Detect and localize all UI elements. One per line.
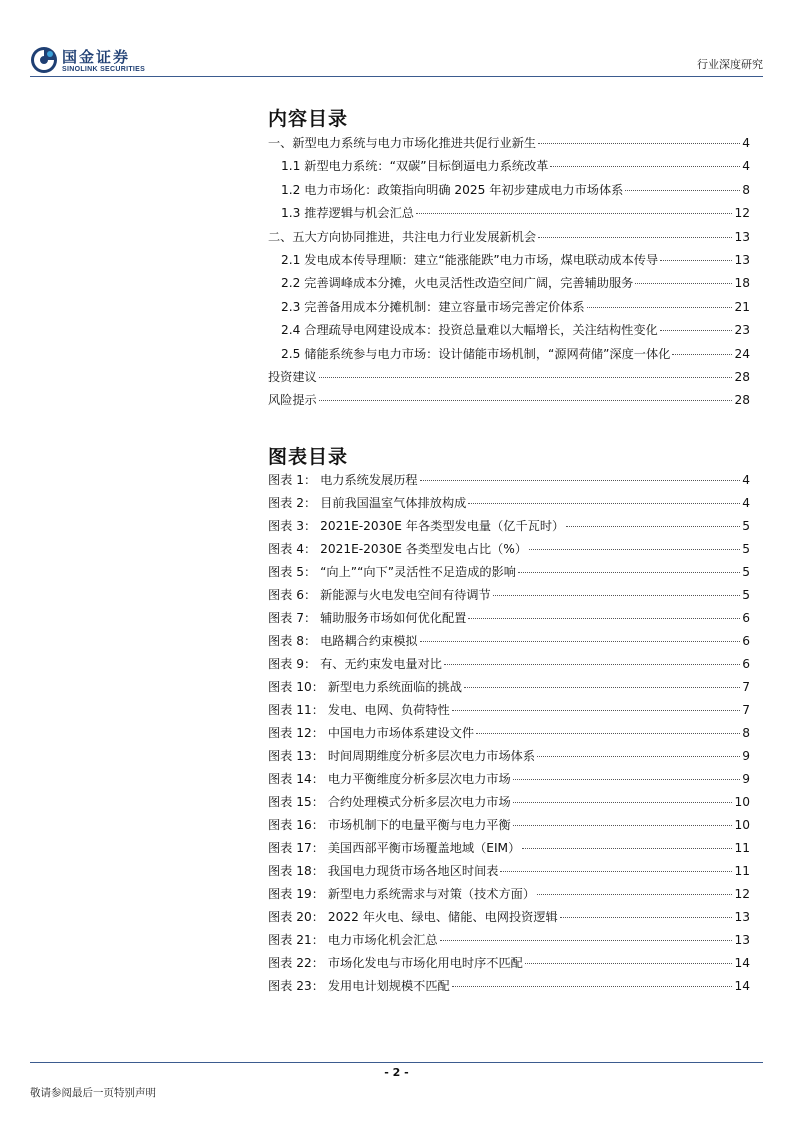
toc-entry-title: 2.1 发电成本传导理顺：建立“能涨能跌”电力市场，煤电联动成本传导	[281, 252, 659, 267]
toc-entry-page: 18	[734, 276, 750, 291]
figure-entry-title: 图表 19： 新型电力系统需求与对策（技术方面）	[268, 887, 536, 901]
dot-leader	[522, 848, 732, 849]
figure-entry-title: 图表 9： 有、无约束发电量对比	[268, 657, 442, 671]
dot-leader	[440, 940, 733, 941]
toc-entry[interactable]	[268, 181, 750, 204]
figure-entry-page: 4	[742, 473, 750, 487]
figure-entry[interactable]	[268, 701, 750, 724]
figure-entry[interactable]	[268, 885, 750, 908]
toc-entry-page: 4	[742, 159, 750, 174]
figure-entry-title: 图表 11： 发电、电网、负荷特性	[268, 703, 450, 717]
table-of-contents	[268, 134, 750, 415]
figure-entry[interactable]	[268, 494, 750, 517]
list-of-figures	[268, 471, 750, 1000]
dot-leader	[560, 917, 733, 918]
toc-entry-title: 二、五大方向协同推进，共注电力行业发展新机会	[268, 229, 537, 244]
figure-entry[interactable]	[268, 839, 750, 862]
toc-entry-page: 13	[734, 229, 750, 244]
figure-entry-title: 图表 5： “向上”“向下”灵活性不足造成的影响	[268, 565, 516, 579]
figure-entry-page: 12	[734, 887, 750, 901]
figure-entry-page: 5	[742, 588, 750, 602]
figure-entry-title: 图表 15： 合约处理模式分析多层次电力市场	[268, 795, 511, 809]
sinolink-logo-icon	[30, 46, 58, 74]
figure-entry-title: 图表 22： 市场化发电与市场化用电时序不匹配	[268, 956, 523, 970]
toc-entry[interactable]	[268, 368, 750, 391]
figure-entry-title: 图表 4： 2021E-2030E 各类型发电占比（%）	[268, 542, 528, 556]
figures-title: 图表目录	[268, 446, 349, 468]
dot-leader	[635, 283, 732, 284]
logo-english-name: SINOLINK SECURITIES	[62, 66, 146, 73]
figure-entry-page: 10	[734, 795, 750, 809]
dot-leader	[672, 354, 732, 355]
figure-entry-page: 14	[734, 956, 750, 970]
header-divider	[30, 76, 763, 77]
figure-entry-page: 14	[734, 979, 750, 993]
figure-entry-title: 图表 1： 电力系统发展历程	[268, 473, 418, 487]
figure-entry-title: 图表 16： 市场机制下的电量平衡与电力平衡	[268, 818, 511, 832]
figure-entry[interactable]	[268, 586, 750, 609]
toc-entry-title: 2.3 完善备用成本分摊机制：建立容量市场完善定价体系	[281, 299, 585, 314]
dot-leader	[319, 377, 733, 378]
dot-leader	[513, 802, 733, 803]
toc-entry-title: 一、新型电力系统与电力市场化推进共促行业新生	[268, 136, 537, 150]
dot-leader	[500, 871, 732, 872]
dot-leader	[525, 963, 733, 964]
toc-entry[interactable]	[268, 134, 750, 157]
toc-entry[interactable]	[268, 157, 750, 180]
figure-entry-title: 图表 23： 发用电计划规模不匹配	[268, 979, 450, 993]
figure-entry-page: 7	[742, 703, 750, 717]
toc-entry-title: 2.5 储能系统参与电力市场：设计储能市场机制，“源网荷储”深度一体化	[281, 346, 671, 361]
page-header	[30, 40, 763, 76]
figure-entry[interactable]	[268, 931, 750, 954]
figure-entry-title: 图表 20： 2022 年火电、绿电、储能、电网投资逻辑	[268, 910, 558, 924]
dot-leader	[319, 400, 733, 401]
toc-entry-page: 28	[734, 369, 750, 384]
company-logo	[30, 46, 230, 76]
footer-divider	[30, 1062, 763, 1063]
figure-entry-title: 图表 3： 2021E-2030E 年各类型发电量（亿千瓦时）	[268, 519, 565, 533]
disclaimer-text: 敬请参阅最后一页特别声明	[30, 1087, 156, 1099]
dot-leader	[468, 618, 740, 619]
dot-leader	[513, 779, 741, 780]
dot-leader	[452, 986, 733, 987]
toc-entry[interactable]	[268, 204, 750, 227]
toc-entry[interactable]	[268, 321, 750, 344]
dot-leader	[476, 733, 740, 734]
dot-leader	[537, 894, 732, 895]
figure-entry-page: 11	[734, 841, 750, 855]
figure-entry-page: 5	[742, 542, 750, 556]
page-number: - 2 -	[384, 1066, 409, 1079]
toc-entry[interactable]	[268, 251, 750, 274]
toc-entry-page: 13	[734, 252, 750, 267]
figure-entry-title: 图表 13： 时间周期维度分析多层次电力市场体系	[268, 749, 536, 763]
dot-leader	[468, 503, 740, 504]
toc-entry-title: 投资建议	[268, 369, 317, 384]
figure-entry-title: 图表 14： 电力平衡维度分析多层次电力市场	[268, 772, 511, 786]
toc-entry-title: 1.3 推荐逻辑与机会汇总	[281, 206, 414, 221]
toc-entry-title: 1.1 新型电力系统：“双碳”目标倒逼电力系统改革	[281, 159, 549, 174]
figure-entry-page: 6	[742, 634, 750, 648]
figure-entry-page: 8	[742, 726, 750, 740]
figure-entry[interactable]	[268, 747, 750, 770]
dot-leader	[513, 825, 733, 826]
dot-leader	[416, 213, 733, 214]
figure-entry-page: 5	[742, 519, 750, 533]
dot-leader	[538, 237, 732, 238]
figure-entry-page: 13	[734, 933, 750, 947]
figure-entry[interactable]	[268, 793, 750, 816]
figure-entry[interactable]	[268, 862, 750, 885]
figure-entry-title: 图表 12： 中国电力市场体系建设文件	[268, 726, 475, 740]
figure-entry-title: 图表 6： 新能源与火电发电空间有待调节	[268, 588, 491, 602]
figure-entry-page: 10	[734, 818, 750, 832]
toc-entry-page: 4	[742, 136, 750, 150]
toc-entry-title: 2.4 合理疏导电网建设成本：投资总量难以大幅增长，关注结构性变化	[281, 323, 658, 338]
dot-leader	[660, 330, 733, 331]
toc-entry-page: 12	[734, 206, 750, 221]
figure-entry-page: 9	[742, 772, 750, 786]
toc-entry-page: 23	[734, 323, 750, 338]
toc-entry-title: 1.2 电力市场化：政策指向明确 2025 年初步建成电力市场体系	[281, 182, 624, 197]
figure-entry[interactable]	[268, 678, 750, 701]
figure-entry[interactable]	[268, 770, 750, 793]
toc-entry[interactable]	[268, 298, 750, 321]
figure-entry[interactable]	[268, 632, 750, 655]
figure-entry-title: 图表 18： 我国电力现货市场各地区时间表	[268, 864, 499, 878]
dot-leader	[660, 260, 732, 261]
dot-leader	[538, 143, 740, 144]
toc-entry[interactable]	[268, 345, 750, 368]
figure-entry[interactable]	[268, 977, 750, 1000]
dot-leader	[493, 595, 741, 596]
figure-entry-page: 6	[742, 611, 750, 625]
dot-leader	[464, 687, 740, 688]
dot-leader	[518, 572, 740, 573]
figure-entry[interactable]	[268, 954, 750, 977]
figure-entry-title: 图表 2： 目前我国温室气体排放构成	[268, 496, 467, 510]
contents-title: 内容目录	[268, 108, 349, 130]
toc-entry-page: 28	[734, 393, 750, 408]
figure-entry[interactable]	[268, 540, 750, 563]
figure-entry[interactable]	[268, 908, 750, 931]
figure-entry[interactable]	[268, 655, 750, 678]
figure-entry-title: 图表 8： 电路耦合约束模拟	[268, 634, 418, 648]
dot-leader	[452, 710, 741, 711]
dot-leader	[537, 756, 740, 757]
figure-entry[interactable]	[268, 563, 750, 586]
figure-entry-page: 4	[742, 496, 750, 510]
toc-entry[interactable]	[268, 274, 750, 297]
toc-entry-page: 24	[734, 346, 750, 361]
figure-entry-page: 13	[734, 910, 750, 924]
figure-entry-page: 6	[742, 657, 750, 671]
toc-entry-title: 风险提示	[268, 393, 317, 408]
logo-chinese-name: 国金证券	[62, 48, 131, 66]
dot-leader	[566, 526, 740, 527]
dot-leader	[550, 166, 740, 167]
toc-entry[interactable]	[268, 228, 750, 251]
figure-entry-title: 图表 10： 新型电力系统面临的挑战	[268, 680, 462, 694]
figure-entry[interactable]	[268, 609, 750, 632]
figure-entry[interactable]	[268, 816, 750, 839]
dot-leader	[587, 307, 733, 308]
figure-entry-page: 9	[742, 749, 750, 763]
toc-entry-title: 2.2 完善调峰成本分摊，火电灵活性改造空间广阔，完善辅助服务	[281, 276, 634, 291]
dot-leader	[625, 190, 740, 191]
figure-entry-page: 7	[742, 680, 750, 694]
figure-entry-page: 11	[734, 864, 750, 878]
figure-entry-title: 图表 17： 美国西部平衡市场覆盖地域（EIM）	[268, 841, 521, 855]
dot-leader	[529, 549, 740, 550]
figure-entry-page: 5	[742, 565, 750, 579]
report-type-label: 行业深度研究	[697, 58, 763, 71]
dot-leader	[444, 664, 740, 665]
figure-entry[interactable]	[268, 471, 750, 494]
figure-entry[interactable]	[268, 724, 750, 747]
toc-entry[interactable]	[268, 391, 750, 414]
toc-entry-page: 21	[734, 299, 750, 314]
dot-leader	[420, 480, 741, 481]
figure-entry[interactable]	[268, 517, 750, 540]
dot-leader	[420, 641, 741, 642]
toc-entry-page: 8	[742, 182, 750, 197]
figure-entry-title: 图表 7： 辅助服务市场如何优化配置	[268, 611, 467, 625]
figure-entry-title: 图表 21： 电力市场化机会汇总	[268, 933, 438, 947]
